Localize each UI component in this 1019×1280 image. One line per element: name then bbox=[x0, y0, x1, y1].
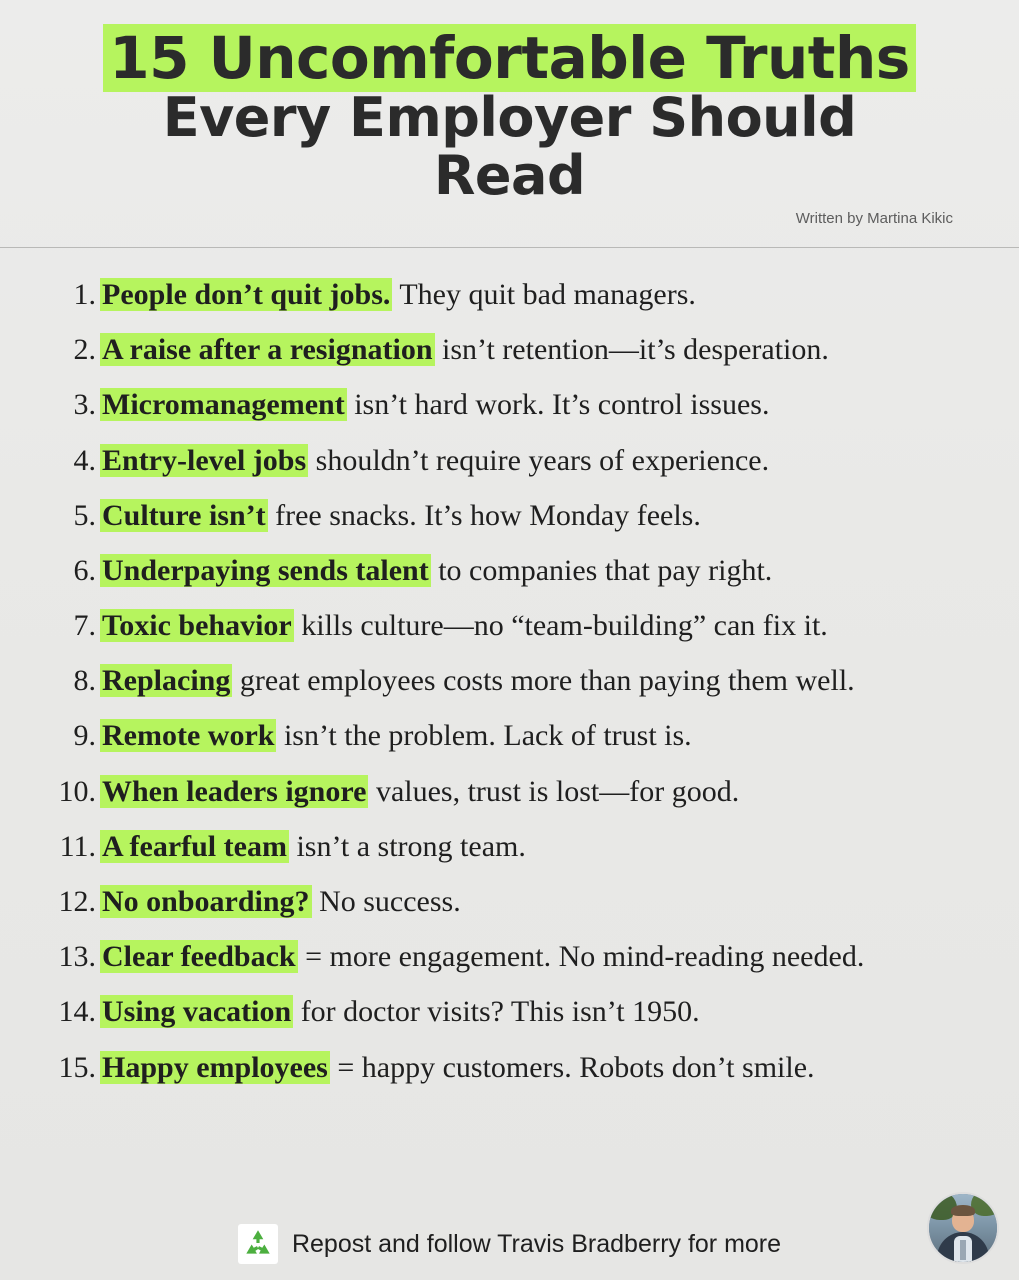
list-item-rest: They quit bad managers. bbox=[392, 277, 696, 311]
list-item bbox=[34, 499, 985, 533]
poster-header bbox=[0, 0, 1019, 237]
list-item bbox=[34, 1051, 985, 1085]
list-item-highlight: Clear feedback bbox=[102, 940, 296, 974]
list-item bbox=[34, 664, 985, 698]
list-item bbox=[34, 554, 985, 588]
list-item-text bbox=[100, 885, 985, 919]
list-item-text bbox=[100, 1051, 985, 1085]
list-item-text bbox=[100, 995, 985, 1029]
list-item-highlight: People don’t quit jobs. bbox=[102, 277, 391, 311]
list-item-highlight: Using vacation bbox=[102, 995, 292, 1029]
list-item-number: 12. bbox=[58, 885, 96, 918]
list-item-number: 3. bbox=[73, 388, 96, 422]
page-title-line-1-text: 15 Uncomfortable Truths bbox=[103, 24, 916, 92]
list-item-text bbox=[100, 499, 985, 533]
list-item-number: 6. bbox=[73, 553, 96, 587]
list-item-highlight: Underpaying sends talent bbox=[102, 553, 429, 587]
list-item-number: 8. bbox=[73, 664, 96, 698]
list-item-rest: values, trust is lost—for good. bbox=[368, 774, 740, 808]
avatar bbox=[927, 1192, 999, 1264]
list-item-text bbox=[100, 940, 985, 974]
list-item-highlight: Culture isn’t bbox=[102, 498, 266, 532]
list-item-number: 15. bbox=[58, 1050, 96, 1084]
list-item-text bbox=[100, 830, 985, 864]
list-item-highlight: Replacing bbox=[102, 664, 231, 698]
list-item-number: 9. bbox=[73, 719, 96, 753]
list-item-text bbox=[100, 719, 985, 753]
list-item-text bbox=[100, 554, 985, 588]
list-item-highlight: Micromanagement bbox=[102, 388, 345, 422]
list-item-rest: free snacks. It’s how Monday feels. bbox=[267, 498, 701, 532]
list-item-rest: = happy customers. Robots don’t smile. bbox=[329, 1050, 815, 1084]
list-item-rest: shouldn’t require years of experience. bbox=[308, 443, 770, 477]
list-item-text bbox=[100, 775, 985, 809]
list-item bbox=[34, 940, 985, 974]
list-item-number: 10. bbox=[58, 774, 96, 808]
list-item-highlight: Entry-level jobs bbox=[102, 443, 307, 477]
list-item-highlight: A fearful team bbox=[102, 829, 287, 863]
list-item bbox=[34, 885, 985, 919]
list-item bbox=[34, 278, 985, 312]
list-item-rest: isn’t hard work. It’s control issues. bbox=[346, 388, 770, 422]
page-title-line-3: Read bbox=[433, 143, 586, 207]
footer bbox=[0, 1208, 1019, 1280]
recycle-icon bbox=[238, 1224, 278, 1264]
list-item-number: 14. bbox=[58, 995, 96, 1029]
list-item-rest: No success. bbox=[311, 885, 461, 918]
list-item-number: 5. bbox=[73, 498, 96, 532]
list-item-highlight: Remote work bbox=[102, 719, 275, 753]
list-item-rest: kills culture—no “team-building” can fix it. bbox=[293, 609, 828, 643]
list-item bbox=[34, 444, 985, 478]
list-item-number: 11. bbox=[59, 829, 96, 863]
list-item-number: 13. bbox=[58, 940, 96, 974]
list-item-highlight: Toxic behavior bbox=[102, 609, 292, 643]
list-item bbox=[34, 333, 985, 367]
list-item bbox=[34, 609, 985, 643]
list-item-highlight: No onboarding? bbox=[102, 885, 310, 918]
list-item-text bbox=[100, 444, 985, 478]
list-item bbox=[34, 830, 985, 864]
list-item bbox=[34, 775, 985, 809]
list-item-number: 1. bbox=[73, 277, 96, 311]
byline: Written by Martina Kikic bbox=[795, 209, 953, 227]
list-item-rest: for doctor visits? This isn’t 1950. bbox=[293, 995, 700, 1029]
list-item-number: 4. bbox=[73, 443, 96, 477]
list-item-rest: = more engagement. No mind-reading needed. bbox=[297, 940, 865, 974]
list-item-highlight: A raise after a resignation bbox=[102, 333, 433, 367]
page-title-line-1 bbox=[30, 24, 989, 92]
list-item-rest: isn’t the problem. Lack of trust is. bbox=[276, 719, 692, 753]
page-title-line-2: Every Employer Should bbox=[162, 86, 857, 150]
list-item-text bbox=[100, 388, 985, 422]
list-item-text bbox=[100, 609, 985, 643]
list-item-text bbox=[100, 278, 985, 312]
list-item bbox=[34, 388, 985, 422]
list-item-number: 7. bbox=[73, 609, 96, 643]
list-item-text bbox=[100, 664, 985, 698]
truths-list bbox=[0, 248, 1019, 1085]
list-item-highlight: When leaders ignore bbox=[102, 774, 367, 808]
list-item-rest: great employees costs more than paying them well. bbox=[232, 664, 855, 698]
list-item-rest: isn’t a strong team. bbox=[288, 829, 526, 863]
list-item-number: 2. bbox=[73, 333, 96, 367]
footer-text: Repost and follow Travis Bradberry for more bbox=[291, 1229, 782, 1258]
list-item bbox=[34, 719, 985, 753]
list-item-rest: to companies that pay right. bbox=[430, 553, 773, 587]
list-item-text bbox=[100, 333, 985, 367]
list-item-highlight: Happy employees bbox=[102, 1050, 328, 1084]
list-item bbox=[34, 995, 985, 1029]
list-item-rest: isn’t retention—it’s desperation. bbox=[434, 333, 829, 367]
